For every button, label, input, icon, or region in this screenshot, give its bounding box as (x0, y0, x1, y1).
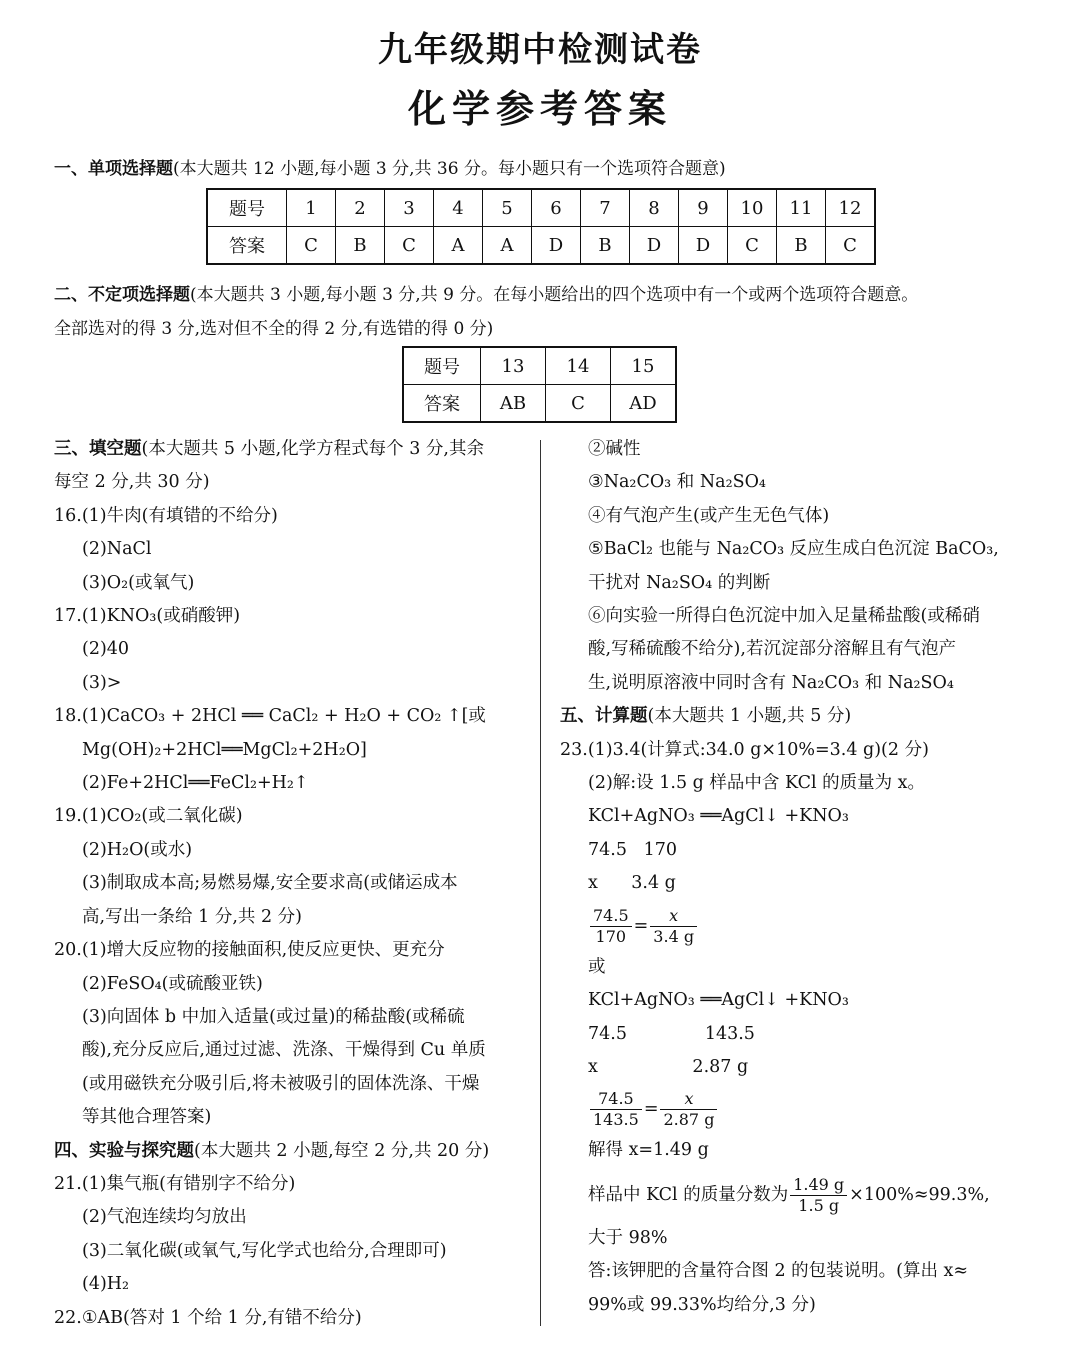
question-number-cell: 11 (777, 189, 826, 227)
answer-line: (3)向固体 b 中加入适量(或过量)的稀盐酸(或稀硫 (82, 1006, 465, 1027)
fraction-numerator: 74.5 (590, 1089, 642, 1110)
question-number-cell: 9 (679, 189, 728, 227)
table-row-label: 答案 (403, 385, 481, 423)
answer-line: 大于 98% (588, 1227, 668, 1248)
column-divider (540, 440, 541, 1326)
answer-cell: C (287, 227, 336, 265)
section-heading: 四、实验与探究题 (54, 1140, 194, 1161)
answer-line: 干扰对 Na₂SO₄ 的判断 (588, 572, 771, 593)
question-number-cell: 8 (630, 189, 679, 227)
answer-line: 23.(1)3.4(计算式:34.0 g×10%=3.4 g)(2 分) (560, 739, 929, 760)
question-number-cell: 5 (483, 189, 532, 227)
answer-line: (3)二氧化碳(或氧气,写化学式也给分,合理即可) (82, 1240, 447, 1261)
answer-cell: D (679, 227, 728, 265)
answer-cell: B (777, 227, 826, 265)
question-number-cell: 15 (611, 347, 677, 385)
table-row-label: 答案 (207, 227, 287, 265)
answer-line: 酸),充分反应后,通过过滤、洗涤、干燥得到 Cu 单质 (82, 1040, 486, 1061)
answer-line: (2)解:设 1.5 g 样品中含 KCl 的质量为 x。 (588, 773, 926, 794)
answer-cell: A (483, 227, 532, 265)
section5-heading: 五、计算题 (560, 706, 648, 727)
percentage-label: 样品中 KCl 的质量分数为 (588, 1184, 789, 1205)
table-row-numbers (207, 189, 875, 227)
fraction (790, 1175, 847, 1216)
answer-line: (3)O₂(或氧气) (82, 572, 195, 593)
section2-answer-table (402, 346, 677, 423)
answer-cell: B (581, 227, 630, 265)
answer-cell: C (728, 227, 777, 265)
fraction (660, 1089, 717, 1130)
answer-line: (3)> (82, 672, 122, 693)
answer-cell: AD (611, 385, 677, 423)
answer-line: (2)H₂O(或水) (82, 839, 193, 860)
answer-line: (或用磁铁充分吸引后,将未被吸引的固体洗涤、干燥 (82, 1073, 480, 1094)
question-number-cell: 7 (581, 189, 630, 227)
fraction-numerator: x (650, 906, 697, 927)
fraction-numerator: 1.49 g (790, 1175, 847, 1196)
answer-line: 每空 2 分,共 30 分) (54, 472, 210, 493)
fraction-denominator: 170 (595, 926, 627, 946)
answer-line: 99%或 99.33%均给分,3 分) (588, 1294, 816, 1315)
section2-note2: 全部选对的得 3 分,选对但不全的得 2 分,有选错的得 0 分) (54, 319, 494, 339)
equation-line: KCl+AgNO₃ ══AgCl↓ +KNO₃ (588, 806, 849, 827)
section-heading: 三、填空题 (54, 439, 142, 459)
table-row-answers (403, 385, 676, 423)
section2-header (54, 280, 918, 305)
answer-cell: D (630, 227, 679, 265)
section-note: (本大题共 2 小题,每空 2 分,共 20 分) (194, 1140, 490, 1161)
fraction-denominator: 143.5 (593, 1110, 639, 1130)
answer-line: ⑥向实验一所得白色沉淀中加入足量稀盐酸(或稀硝 (588, 606, 980, 627)
fraction (590, 1089, 642, 1130)
document-title: 九年级期中检测试卷 (378, 30, 702, 70)
section2-heading: 二、不定项选择题 (54, 285, 190, 305)
answer-line: 20.(1)增大反应物的接触面积,使反应更快、更充分 (54, 940, 445, 961)
fraction-denominator: 2.87 g (663, 1110, 715, 1130)
answer-line: 16.(1)牛肉(有填错的不给分) (54, 505, 278, 526)
equation-values-line: 74.5 143.5 (588, 1023, 755, 1044)
answer-cell: AB (481, 385, 546, 423)
answer-cell: C (826, 227, 876, 265)
table-row-label: 题号 (403, 347, 481, 385)
section1-note: (本大题共 12 小题,每小题 3 分,共 36 分。每小题只有一个选项符合题意) (173, 159, 726, 179)
equation-values-line: 74.5 170 (588, 839, 678, 860)
table-row-answers (207, 227, 875, 265)
question-number-cell: 6 (532, 189, 581, 227)
answer-line: (2)FeSO₄(或硫酸亚铁) (82, 973, 263, 994)
answer-cell: D (532, 227, 581, 265)
answer-line: 21.(1)集气瓶(有错别字不给分) (54, 1173, 296, 1194)
question-number-cell: 3 (385, 189, 434, 227)
section1-heading: 一、单项选择题 (54, 159, 173, 179)
answer-cell: A (434, 227, 483, 265)
section2-note: (本大题共 3 小题,每小题 3 分,共 9 分。在每小题给出的四个选项中有一个或两个选项符合题意。 (190, 285, 919, 305)
question-number-cell: 10 (728, 189, 777, 227)
answer-line: ③Na₂CO₃ 和 Na₂SO₄ (588, 472, 766, 493)
section-note: (本大题共 5 小题,化学方程式每个 3 分,其余 (141, 439, 484, 459)
section-header (54, 1135, 534, 1168)
equation-values-line: x 3.4 g (588, 873, 676, 894)
answer-line: (2)NaCl (82, 539, 152, 560)
answer-line: 生,说明原溶液中同时含有 Na₂CO₃ 和 Na₂SO₄ (588, 672, 954, 693)
answer-line: (2)气泡连续均匀放出 (82, 1207, 247, 1228)
fraction-denominator: 3.4 g (653, 926, 695, 946)
section1-header (54, 154, 726, 179)
answer-line: 解得 x=1.49 g (588, 1140, 709, 1161)
answer-line: 17.(1)KNO₃(或硝酸钾) (54, 606, 241, 627)
percentage-result: ×100%≈99.3%, (849, 1184, 990, 1205)
question-number-cell: 2 (336, 189, 385, 227)
question-number-cell: 13 (481, 347, 546, 385)
fraction-numerator: 74.5 (590, 906, 632, 927)
answer-cell: C (385, 227, 434, 265)
section1-answer-table (206, 188, 876, 265)
answer-cell: B (336, 227, 385, 265)
table-row-numbers (403, 347, 676, 385)
question-number-cell: 1 (287, 189, 336, 227)
question-number-cell: 12 (826, 189, 876, 227)
or-label: 或 (588, 956, 606, 977)
answer-line: 答:该钾肥的含量符合图 2 的包装说明。(算出 x≈ (588, 1261, 969, 1282)
answer-line: (2)40 (82, 639, 130, 660)
answer-line: 18.(1)CaCO₃ + 2HCl ══ CaCl₂ + H₂O + CO₂ ↑[或 (54, 706, 486, 727)
right-column (560, 433, 1038, 1322)
question-number-cell: 14 (546, 347, 611, 385)
document-subtitle: 化学参考答案 (407, 87, 672, 131)
answer-line: ②碱性 (588, 439, 641, 459)
answer-line: Mg(OH)₂+2HCl══MgCl₂+2H₂O] (82, 739, 367, 760)
section5-header (560, 700, 1038, 733)
fraction (650, 906, 697, 947)
answer-line: (2)Fe+2HCl══FeCl₂+H₂↑ (82, 773, 309, 794)
left-column (54, 433, 534, 1335)
fraction-denominator: 1.5 g (798, 1195, 840, 1215)
proportion-line: $\frac{74.5}{170}$ = $\frac{x}{3.4 g}$ (588, 901, 1038, 951)
equation-line: KCl+AgNO₃ ══AgCl↓ +KNO₃ (588, 990, 849, 1011)
question-number-cell: 4 (434, 189, 483, 227)
section5-note: (本大题共 1 小题,共 5 分) (647, 706, 852, 727)
answer-line: 高,写出一条给 1 分,共 2 分) (82, 906, 302, 927)
answer-line: ④有气泡产生(或产生无色气体) (588, 505, 830, 526)
answer-line: ⑤BaCl₂ 也能与 Na₂CO₃ 反应生成白色沉淀 BaCO₃, (588, 539, 999, 560)
answer-line: 19.(1)CO₂(或二氧化碳) (54, 806, 243, 827)
equation-values-line: x 2.87 g (588, 1056, 749, 1077)
proportion-line: $\frac{74.5}{143.5}$ = $\frac{x}{2.87 g}$ (588, 1084, 1038, 1134)
answer-line: 酸,写稀硫酸不给分),若沉淀部分溶解且有气泡产 (588, 639, 956, 660)
answer-cell: C (546, 385, 611, 423)
answer-line: 等其他合理答案) (82, 1107, 212, 1128)
answer-line: (4)H₂ (82, 1274, 130, 1295)
answer-line: 22.①AB(答对 1 个给 1 分,有错不给分) (54, 1307, 362, 1328)
answer-line: (3)制取成本高;易燃易爆,安全要求高(或储运成本 (82, 873, 458, 894)
section-header (54, 433, 534, 466)
fraction-numerator: x (660, 1089, 717, 1110)
fraction (590, 906, 632, 947)
percentage-line (588, 1168, 1038, 1222)
table-row-label: 题号 (207, 189, 287, 227)
